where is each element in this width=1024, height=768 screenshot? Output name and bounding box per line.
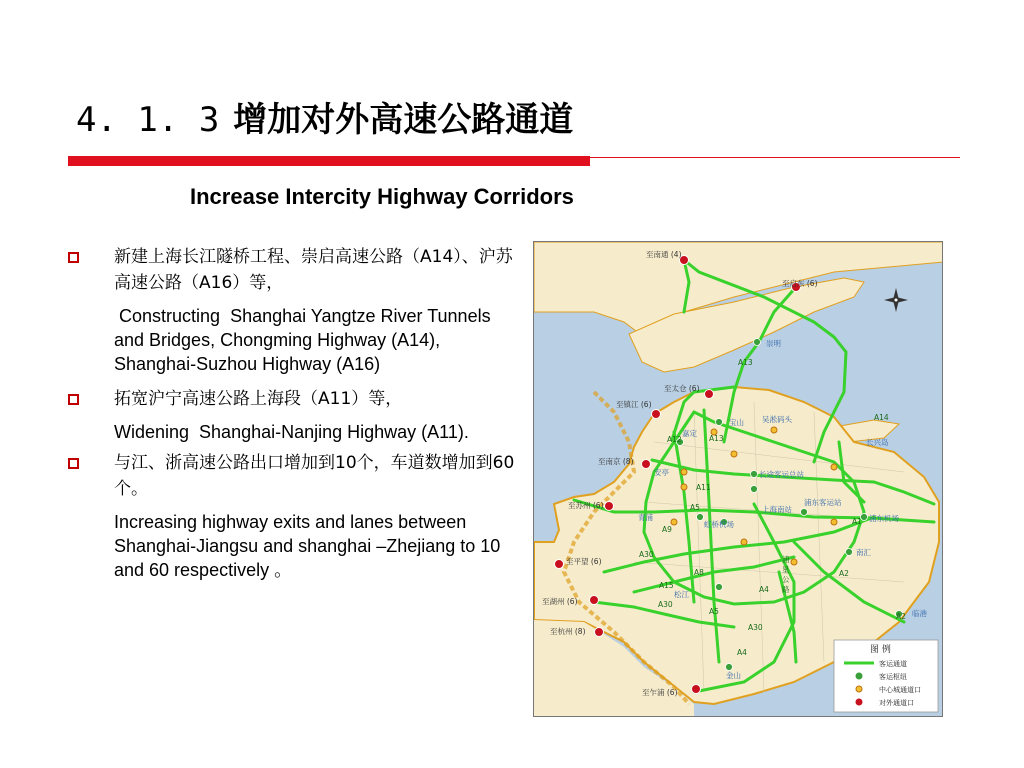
title-text: 增加对外高速公路通道 xyxy=(233,100,574,140)
place-label: 青浦 xyxy=(638,513,653,522)
exit-label: 至苏州 (6) xyxy=(568,501,604,510)
bullet-item xyxy=(68,450,528,582)
road-label: A2 xyxy=(839,569,849,578)
road-label: A30 xyxy=(639,550,654,559)
place-label: 南汇 xyxy=(856,548,871,557)
exit-label: 至平望 (6) xyxy=(566,557,602,566)
square-bullet-icon xyxy=(68,252,79,263)
bullet-item xyxy=(68,386,528,444)
road-label: A4 xyxy=(737,648,747,657)
legend-exit-swatch xyxy=(856,699,863,706)
road-label: A30 xyxy=(748,623,763,632)
svg-text:星: 星 xyxy=(782,565,790,574)
road-label: A2 xyxy=(896,612,906,621)
svg-text:路: 路 xyxy=(782,585,790,594)
place-label: 虹桥机场 xyxy=(704,520,734,529)
exit-label: 至杭州 (8) xyxy=(550,627,586,636)
road-label: A14 xyxy=(874,413,889,422)
place-label: 金山 xyxy=(726,671,741,680)
place-label: 临港 xyxy=(912,609,927,618)
road-label: A5 xyxy=(690,503,700,512)
place-label: 崇明 xyxy=(766,339,781,348)
bullet-chinese-text: 与江、浙高速公路出口增加到10个，车道数增加到60个。 xyxy=(114,453,515,499)
bullet-english-text: Constructing Shanghai Yangtze River Tunnels and Bridges, Chongming Highway (A14), Shanghai-Suzhou Highway (A16) xyxy=(114,306,496,374)
place-label: 上海南站 xyxy=(762,505,792,514)
bullet-chinese-text: 拓宽沪宁高速公路上海段（A11）等， xyxy=(114,389,403,409)
bullet-english-text: Increasing highway exits and lanes between Shanghai-Jiangsu and shanghai –Zhejiang to 10 and 60 respectively 。 xyxy=(114,512,506,580)
map-legend xyxy=(834,640,938,712)
exit-label: 至启东 (6) xyxy=(782,279,818,288)
legend-item: 客运通道 xyxy=(879,660,907,668)
slide-subtitle: Increase Intercity Highway Corridors xyxy=(190,184,574,209)
bullet-item xyxy=(68,244,528,376)
bullet-english-text: Widening Shanghai-Nanjing Highway (A11). xyxy=(114,422,469,442)
place-label: 长兴岛 xyxy=(866,438,889,447)
place-label: 长途客运总站 xyxy=(759,470,804,479)
legend-item: 中心城通道口 xyxy=(879,686,921,694)
road-label: A30 xyxy=(658,600,673,609)
title-underline-bar xyxy=(68,156,590,166)
legend-gate-swatch xyxy=(856,686,862,692)
place-label: 吴淞码头 xyxy=(762,415,792,424)
place-label: 松江 xyxy=(674,590,689,599)
place-label: 浦东机场 xyxy=(869,514,899,523)
square-bullet-icon xyxy=(68,458,79,469)
road-label: A13 xyxy=(709,434,724,443)
place-label: 宝山 xyxy=(729,418,744,427)
exit-label: 至镇江 (6) xyxy=(616,400,652,409)
title-underline-line xyxy=(590,157,960,158)
legend-item: 对外通道口 xyxy=(879,699,914,707)
road-label: A15 xyxy=(659,581,674,590)
place-label: 安亭 xyxy=(654,468,669,477)
legend-title: 图 例 xyxy=(870,645,891,655)
map-canvas xyxy=(534,242,943,717)
compass-icon xyxy=(884,288,908,312)
highway-map xyxy=(533,241,943,717)
place-label: 浦东客运站 xyxy=(804,498,842,507)
bullet-chinese-text: 新建上海长江隧桥工程、崇启高速公路（A14）、沪苏高速公路（A16）等， xyxy=(114,247,513,293)
exit-label: 至湖州 (6) xyxy=(542,597,578,606)
road-label: A1 xyxy=(852,517,862,526)
exit-label: 至南京 (8) xyxy=(598,457,634,466)
road-label: A5 xyxy=(709,607,719,616)
exit-label: 至太仓 (6) xyxy=(664,384,700,393)
square-bullet-icon xyxy=(68,394,79,405)
slide-title xyxy=(76,92,573,141)
exit-label: 至乍浦 (6) xyxy=(642,688,678,697)
legend-item: 客运枢纽 xyxy=(879,673,907,681)
road-label: A13 xyxy=(738,358,753,367)
road-label: A8 xyxy=(694,568,704,577)
title-number: 4. 1. 3 xyxy=(76,100,220,140)
svg-text:公: 公 xyxy=(782,575,790,584)
place-label: 嘉定 xyxy=(682,429,697,438)
road-label: A11 xyxy=(696,483,711,492)
road-label: A12 xyxy=(667,435,682,444)
road-label: A9 xyxy=(662,525,672,534)
svg-text:浦: 浦 xyxy=(782,555,790,564)
exit-label: 至南通 (4) xyxy=(646,250,682,259)
road-label: A4 xyxy=(759,585,769,594)
bullet-list xyxy=(68,244,528,582)
legend-hub-swatch xyxy=(856,673,863,680)
